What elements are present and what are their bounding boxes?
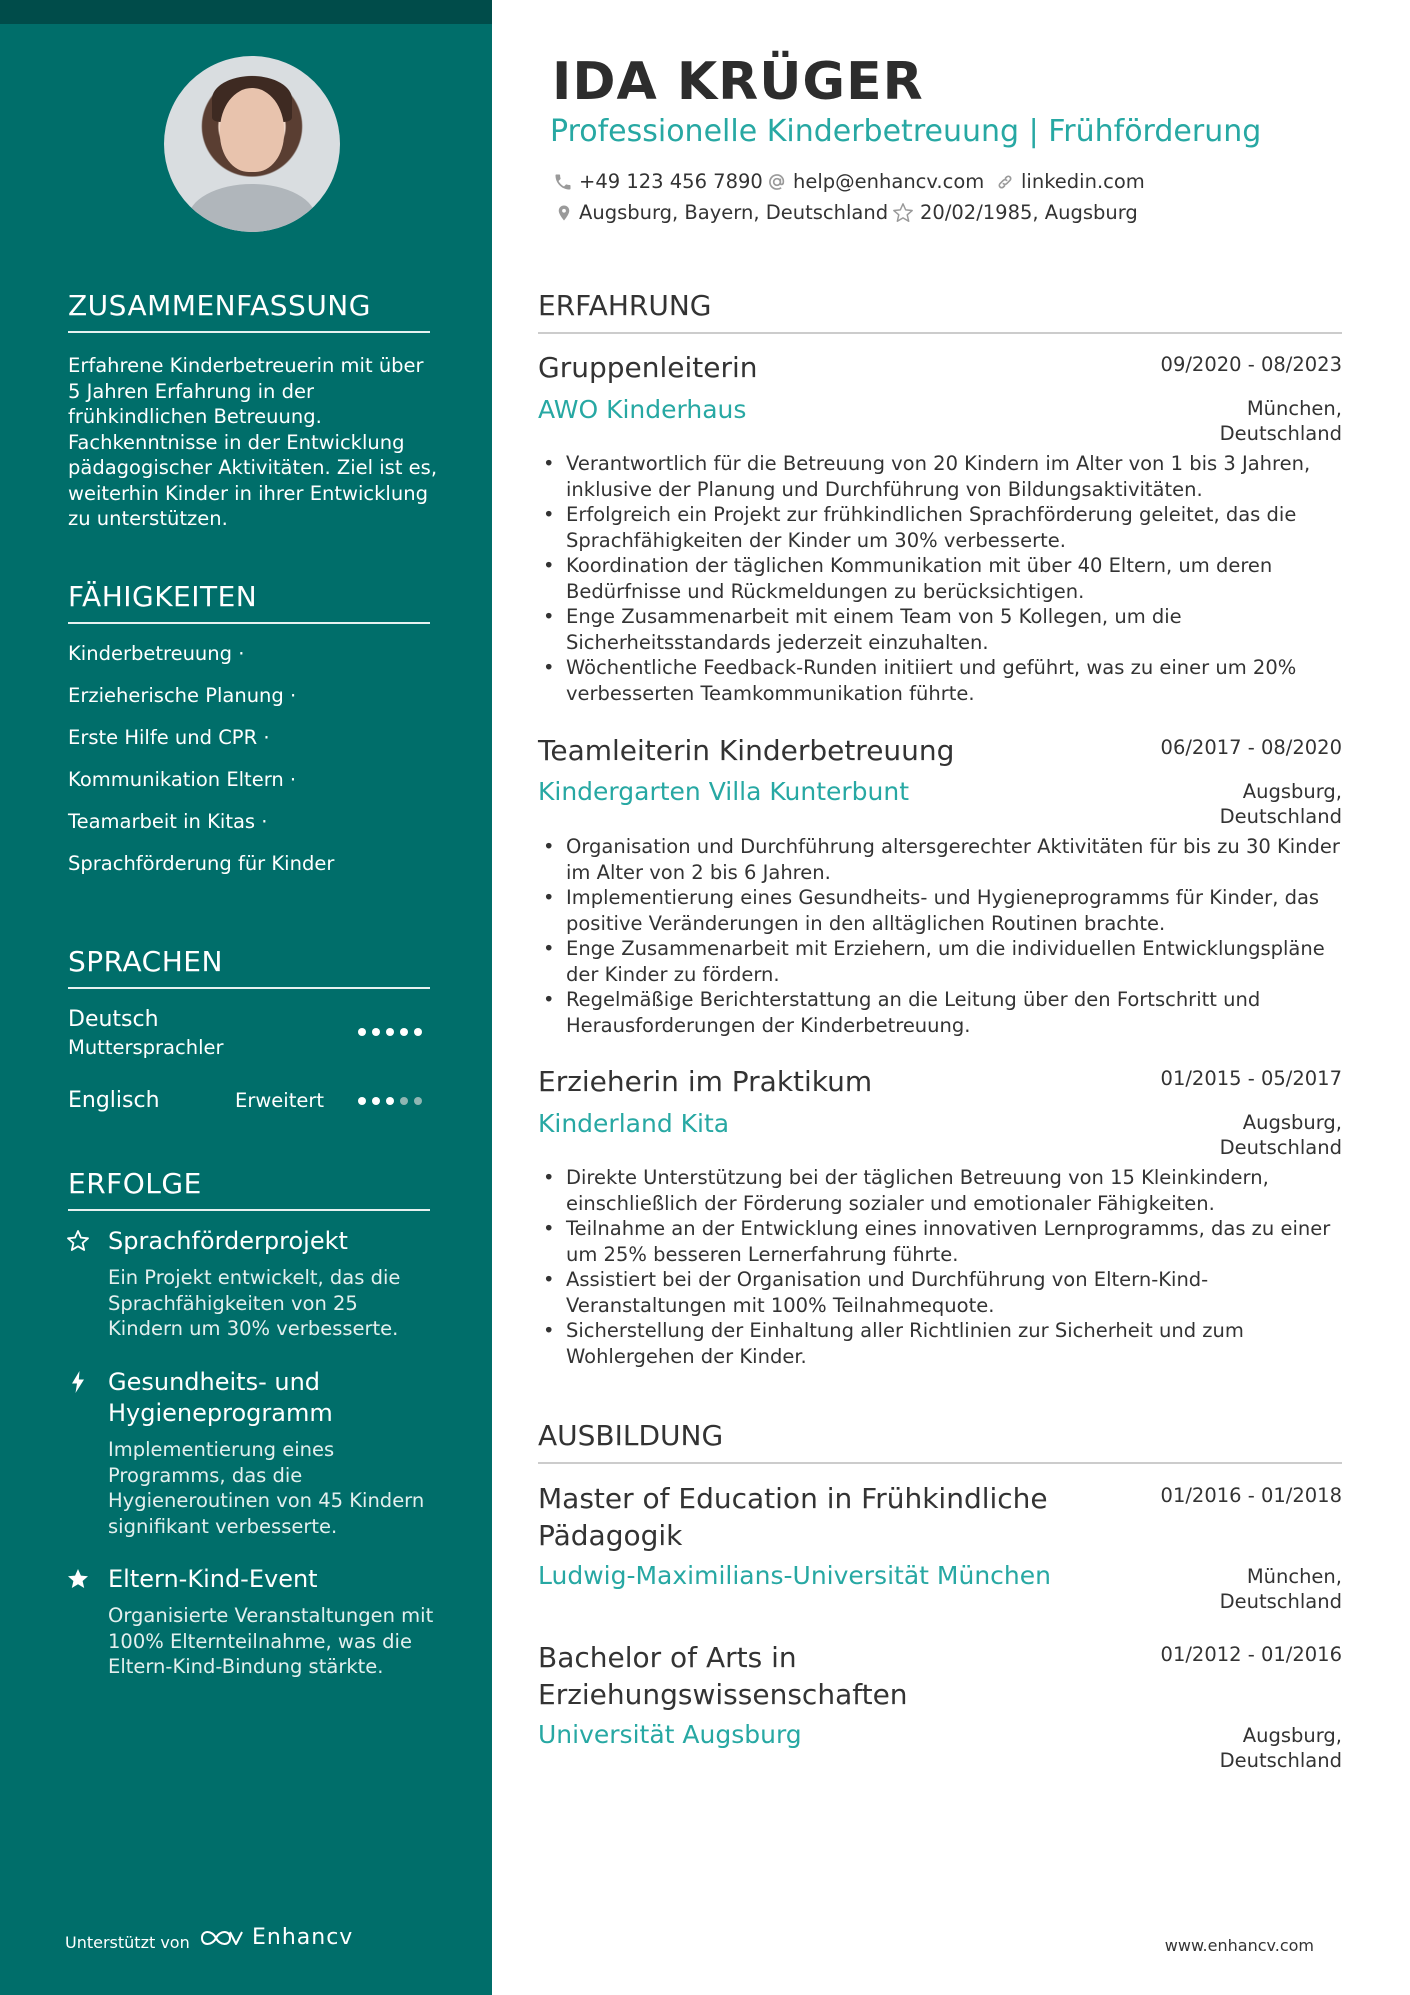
- bullet-item: • Enge Zusammenarbeit mit einem Team von 5 Kollegen, um die Sicherheitsstandards jederzeit einzuhalten.: [538, 604, 1344, 655]
- job-company: AWO Kinderhaus: [538, 395, 747, 424]
- dot-filled: [372, 1097, 380, 1105]
- dot-filled: [358, 1028, 366, 1036]
- school-name: Ludwig-Maximilians-Universität München: [538, 1561, 1051, 1590]
- job-title: Erzieherin im Praktikum: [538, 1065, 873, 1098]
- dot-filled: [372, 1028, 380, 1036]
- achievement-desc: Organisierte Veranstaltungen mit 100% Elternteilnahme, was die Eltern-Kind-Bindung stärkte.: [108, 1604, 434, 1678]
- contact-birth: [892, 201, 1138, 225]
- location-pin-icon: [555, 203, 573, 223]
- linkedin-text: linkedin.com: [1021, 170, 1145, 193]
- language-dots-englisch: [358, 1097, 422, 1105]
- bullet-item: • Direkte Unterstützung bei der täglichen Betreuung von 15 Kleinkindern, einschließlich der Förderung sozialer und emotionaler Fähigkeiten.: [538, 1165, 1344, 1216]
- achievement-title: Sprachförderprojekt: [108, 1227, 348, 1255]
- at-icon: [767, 172, 787, 192]
- dot-empty: [400, 1097, 408, 1105]
- skills-title: FÄHIGKEITEN: [68, 583, 430, 624]
- contact-location: [555, 201, 888, 225]
- job-location: Augsburg, Deutschland: [1219, 1111, 1342, 1159]
- skill-item: Kinderbetreuung ·: [68, 642, 245, 665]
- dot-filled: [358, 1097, 366, 1105]
- dot-filled: [400, 1028, 408, 1036]
- summary-title: ZUSAMMENFASSUNG: [68, 292, 430, 333]
- bullet-item: • Regelmäßige Berichterstattung an die Leitung über den Fortschritt und Herausforderungen der Kinderbetreuung.: [538, 987, 1344, 1038]
- footer-url[interactable]: www.enhancv.com: [1164, 1936, 1314, 1955]
- school-name: Universität Augsburg: [538, 1720, 802, 1749]
- job-location: München, Deutschland: [1219, 397, 1342, 445]
- language-level-deutsch: Muttersprachler: [68, 1036, 224, 1059]
- birth-text: 20/02/1985, Augsburg: [920, 201, 1138, 224]
- school-location: München, Deutschland: [1219, 1565, 1342, 1613]
- star-outline-icon: [66, 1229, 90, 1253]
- job-dates: 06/2017 - 08/2020: [1160, 736, 1342, 759]
- skill-item: Kommunikation Eltern ·: [68, 768, 297, 791]
- job-bullets: [538, 834, 1344, 1038]
- degree-title: Master of Education in Frühkindliche Pädagogik: [538, 1482, 1048, 1552]
- bullet-item: • Koordination der täglichen Kommunikation mit über 40 Eltern, um deren Bedürfnisse und Rückmeldungen zu berücksichtigen.: [538, 553, 1344, 604]
- star-filled-icon: [66, 1567, 90, 1591]
- phone-text: +49 123 456 7890: [579, 170, 763, 193]
- dot-empty: [414, 1097, 422, 1105]
- job-company: Kindergarten Villa Kunterbunt: [538, 777, 910, 806]
- degree-dates: 01/2016 - 01/2018: [1160, 1484, 1342, 1507]
- job-bullets: [538, 1165, 1344, 1369]
- contact-linkedin[interactable]: [995, 170, 1145, 194]
- achievements-title: ERFOLGE: [68, 1170, 430, 1211]
- contact-phone[interactable]: [553, 170, 763, 194]
- bullet-item: • Verantwortlich für die Betreuung von 20 Kindern im Alter von 1 bis 3 Jahren, inklusive der Planung und Durchführung von Bildungsaktivitäten.: [538, 451, 1344, 502]
- profile-photo: [164, 56, 340, 232]
- bullet-item: • Assistiert bei der Organisation und Durchführung von Eltern-Kind-Veranstaltungen mit 100% Teilnahmequote.: [538, 1267, 1344, 1318]
- achievement-title: Gesundheits- und Hygieneprogramm: [108, 1368, 333, 1427]
- star-outline-icon: [892, 202, 914, 224]
- powered-by-label: Unterstützt von: [65, 1933, 190, 1952]
- email-text: help@enhancv.com: [793, 170, 985, 193]
- achievement-desc: Ein Projekt entwickelt, das die Sprachfähigkeiten von 25 Kindern um 30% verbesserte.: [108, 1266, 401, 1340]
- dot-filled: [386, 1028, 394, 1036]
- contact-email[interactable]: [767, 170, 984, 194]
- skill-item: Sprachförderung für Kinder: [68, 852, 335, 875]
- skill-item: Erzieherische Planung ·: [68, 684, 297, 707]
- location-text: Augsburg, Bayern, Deutschland: [579, 201, 889, 224]
- enhancv-logo-icon: [198, 1926, 244, 1950]
- phone-icon: [553, 172, 573, 192]
- language-level-englisch: Erweitert: [235, 1089, 325, 1112]
- language-dots-deutsch: [358, 1028, 422, 1036]
- degree-title: Bachelor of Arts in Erziehungswissenschaften: [538, 1641, 908, 1711]
- job-bullets: [538, 451, 1344, 706]
- bullet-item: • Organisation und Durchführung altersgerechter Aktivitäten für bis zu 30 Kinder im Alter von 2 bis 6 Jahren.: [538, 834, 1344, 885]
- lightning-icon: [66, 1370, 90, 1394]
- link-icon: [995, 172, 1015, 192]
- bullet-item: • Teilnahme an der Entwicklung eines innovativen Lernprogramms, das zu einer um 25% besseren Lernerfahrung führte.: [538, 1216, 1344, 1267]
- brand-name: Enhancv: [252, 1925, 354, 1950]
- job-dates: 09/2020 - 08/2023: [1160, 353, 1342, 376]
- dot-filled: [414, 1028, 422, 1036]
- job-location: Augsburg, Deutschland: [1219, 780, 1342, 828]
- job-dates: 01/2015 - 05/2017: [1160, 1067, 1342, 1090]
- bullet-item: • Wöchentliche Feedback-Runden initiiert und geführt, was zu einer um 20% verbesserten Teamkommunikation führte.: [538, 655, 1344, 706]
- summary-text: Erfahrene Kinderbetreuerin mit über 5 Jahren Erfahrung in der frühkindlichen Betreuung. Fachkenntnisse in der Entwicklung pädagogischer Aktivitäten. Ziel ist es, weiterhin Kinder in ihrer Entwicklung zu unterstützen.: [68, 354, 438, 530]
- achievement-desc: Implementierung eines Programms, das die Hygieneroutinen von 45 Kindern signifikant verbesserte.: [108, 1438, 425, 1538]
- skill-item: Erste Hilfe und CPR ·: [68, 726, 270, 749]
- school-location: Augsburg, Deutschland: [1219, 1724, 1342, 1772]
- job-title: Gruppenleiterin: [538, 351, 758, 384]
- bullet-item: • Erfolgreich ein Projekt zur frühkindlichen Sprachförderung geleitet, das die Sprachfähigkeiten der Kinder um 30% verbesserte.: [538, 502, 1344, 553]
- brand-logo[interactable]: [198, 1925, 353, 1951]
- degree-dates: 01/2012 - 01/2016: [1160, 1643, 1342, 1666]
- language-name-deutsch: Deutsch: [68, 1007, 159, 1032]
- languages-title: SPRACHEN: [68, 948, 430, 989]
- bullet-item: • Sicherstellung der Einhaltung aller Richtlinien zur Sicherheit und zum Wohlergehen der Kinder.: [538, 1318, 1344, 1369]
- experience-title: ERFAHRUNG: [538, 292, 1342, 334]
- sidebar: [0, 0, 492, 1995]
- candidate-name: IDA KRÜGER: [552, 52, 924, 112]
- bullet-item: • Enge Zusammenarbeit mit Erziehern, um die individuellen Entwicklungspläne der Kinder zu fördern.: [538, 936, 1344, 987]
- dot-filled: [386, 1097, 394, 1105]
- sidebar-top-bar: [0, 0, 492, 24]
- achievement-title: Eltern-Kind-Event: [108, 1565, 318, 1593]
- education-title: AUSBILDUNG: [538, 1422, 1342, 1464]
- candidate-headline: Professionelle Kinderbetreuung | Frühförderung: [550, 114, 1262, 149]
- skill-item: Teamarbeit in Kitas ·: [68, 810, 268, 833]
- job-title: Teamleiterin Kinderbetreuung: [538, 734, 955, 767]
- bullet-item: • Implementierung eines Gesundheits- und Hygieneprogramms für Kinder, das positive Veränderungen in den alltäglichen Routinen brachte.: [538, 885, 1344, 936]
- job-company: Kinderland Kita: [538, 1109, 730, 1138]
- language-name-englisch: Englisch: [68, 1088, 160, 1113]
